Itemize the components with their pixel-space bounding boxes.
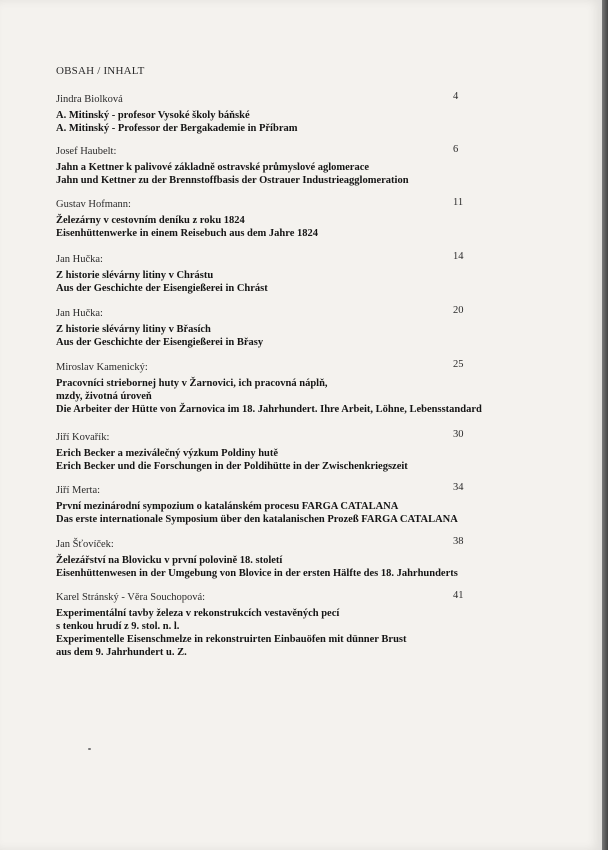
entry-title-line: Erich Becker und die Forschungen in der Poldihütte in der Zwischenkriegszeit <box>56 461 408 472</box>
entry-title-line: aus dem 9. Jahrhundert u. Z. <box>56 647 187 658</box>
toc-entry <box>56 538 476 580</box>
entry-title-line: Železářství na Blovicku v první polovině 18. století <box>56 555 283 566</box>
entry-author: Jan Hučka: <box>56 308 103 319</box>
entry-author: Jan Šťovíček: <box>56 539 114 550</box>
entry-title-line: První mezinárodní sympozium o katalánském procesu FARGA CATALANA <box>56 501 399 512</box>
entry-author: Josef Haubelt: <box>56 146 117 157</box>
entry-page-number: 30 <box>453 429 464 440</box>
entry-title-line: Eisenhüttenwesen in der Umgebung von Blovice in der ersten Hälfte des 18. Jahrhunderts <box>56 568 458 579</box>
page-edge-shadow <box>602 0 608 850</box>
entry-page-number: 25 <box>453 359 464 370</box>
entry-page-number: 34 <box>453 482 464 493</box>
entry-author: Jan Hučka: <box>56 254 103 265</box>
entry-author: Miroslav Kamenický: <box>56 362 148 373</box>
entry-page-number: 14 <box>453 251 464 262</box>
entry-title-line: Jahn a Kettner k palivové základně ostravské průmyslové aglomerace <box>56 162 370 173</box>
entry-page-number: 38 <box>453 536 464 547</box>
entry-title-line: Das erste internationale Symposium über den katalanischen Prozeß FARGA CATALANA <box>56 514 458 525</box>
entry-author: Jiří Kovařík: <box>56 432 110 443</box>
entry-page-number: 6 <box>453 144 459 155</box>
entry-author: Jiří Merta: <box>56 485 101 496</box>
toc-entry <box>56 591 476 659</box>
entry-title-line: Z historie slévárny litiny v Chrástu <box>56 270 214 281</box>
entry-title-line: s tenkou hrudí z 9. stol. n. l. <box>56 621 180 632</box>
entry-title-line: Jahn und Kettner zu der Brennstoffbasis der Ostrauer Industrieagglomeration <box>56 175 409 186</box>
toc-entry <box>56 198 476 240</box>
page-title: OBSAH / INHALT <box>56 65 145 77</box>
entry-title-line: Pracovníci striebornej huty v Žarnovici, ich pracovná náplň, <box>56 378 328 389</box>
entry-title-line: Aus der Geschichte der Eisengießerei in Chrást <box>56 283 268 294</box>
entry-page-number: 4 <box>453 91 459 102</box>
entry-page-number: 11 <box>453 197 464 208</box>
toc-entry <box>56 93 476 135</box>
entry-title-line: mzdy, životná úroveň <box>56 391 152 402</box>
ink-speck <box>88 748 91 750</box>
toc-entry <box>56 484 476 526</box>
entry-title-line: A. Mitinský - Professor der Bergakademie in Příbram <box>56 123 298 134</box>
entry-title-line: Aus der Geschichte der Eisengießerei in Břasy <box>56 337 264 348</box>
toc-entry <box>56 253 476 295</box>
entry-title-line: Erich Becker a meziválečný výzkum Poldiny hutě <box>56 448 279 459</box>
entry-page-number: 41 <box>453 590 464 601</box>
entry-author: Jindra Biolková <box>56 94 123 105</box>
toc-entry <box>56 145 476 187</box>
entry-title-line: Železárny v cestovním deníku z roku 1824 <box>56 215 245 226</box>
entry-title-line: Experimentelle Eisenschmelze in rekonstruirten Einbauöfen mit dünner Brust <box>56 634 407 645</box>
entry-title-line: Die Arbeiter der Hütte von Žarnovica im 18. Jahrhundert. Ihre Arbeit, Löhne, Lebensstandard <box>56 404 482 415</box>
toc-entry <box>56 431 476 473</box>
entry-page-number: 20 <box>453 305 464 316</box>
entry-title-line: Z historie slévárny litiny v Břasích <box>56 324 211 335</box>
entry-author: Karel Stránský - Věra Souchopová: <box>56 592 206 603</box>
entry-title-line: Eisenhüttenwerke in einem Reisebuch aus dem Jahre 1824 <box>56 228 319 239</box>
toc-entry <box>56 307 476 349</box>
entry-title-line: Experimentální tavby železa v rekonstrukcích vestavěných pecí <box>56 608 340 619</box>
entry-author: Gustav Hofmann: <box>56 199 131 210</box>
toc-entry <box>56 361 482 416</box>
entry-title-line: A. Mitinský - profesor Vysoké školy báňské <box>56 110 250 121</box>
